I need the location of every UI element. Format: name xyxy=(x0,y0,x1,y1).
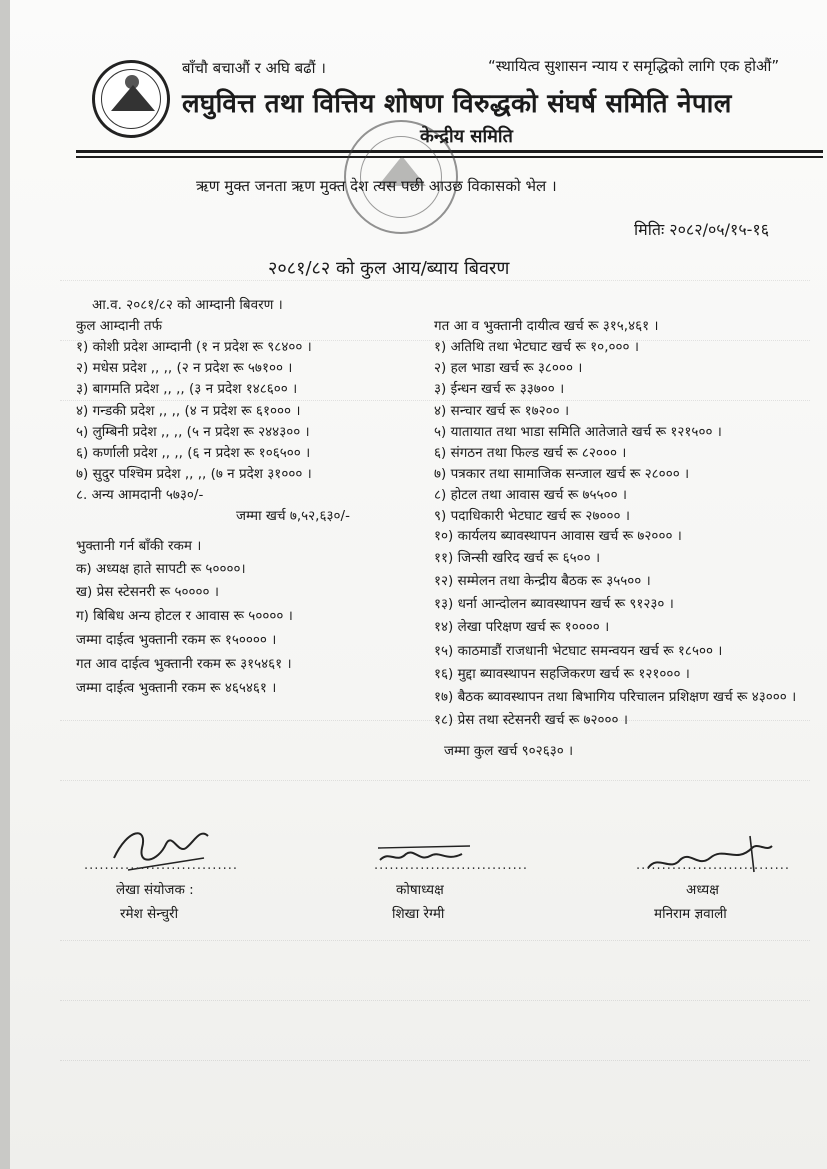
expense-total: जम्मा कुल खर्च ९०२६३० । xyxy=(444,743,574,759)
bleed-through xyxy=(60,280,810,291)
expense-item: ९) पदाधिकारी भेटघाट खर्च रू २७००० । xyxy=(434,508,630,524)
income-subtitle: कुल आम्दानी तर्फ xyxy=(76,318,163,334)
organization-title: लघुवित्त तथा वित्तिय शोषण विरुद्धको संघर्ष समिति नेपाल xyxy=(182,89,732,119)
bleed-through xyxy=(60,1000,810,1011)
slogan-left: बाँचौ बचाऔं र अघि बढौं । xyxy=(182,59,326,77)
income-item: ६) कर्णाली प्रदेश ,, ,, (६ न प्रदेश रू १०६५०० । xyxy=(76,445,311,461)
expense-item: १६) मुद्दा ब्यावस्थापन सहजिकरण खर्च रू १२१००० । xyxy=(434,666,690,682)
payable-title: भुक्तानी गर्न बाँकी रकम । xyxy=(76,538,202,554)
signatory-role: लेखा संयोजक : xyxy=(116,882,194,898)
expense-title: गत आ व भुक्तानी दायीत्व खर्च रू ३१५,४६१ । xyxy=(434,318,659,334)
signature-line: .............................. xyxy=(84,858,238,873)
expense-item: ४) सन्चार खर्च रू १७२०० । xyxy=(434,403,570,419)
income-item: ७) सुदुर पश्चिम प्रदेश ,, ,, (७ न प्रदेश ३१००० । xyxy=(76,466,312,482)
signature-president xyxy=(640,832,780,882)
payable-item: ग) बिबिध अन्य होटल र आवास रू ५०००० । xyxy=(76,608,293,624)
income-item: ५) लुम्बिनी प्रदेश ,, ,, (५ न प्रदेश रू २४४३०० । xyxy=(76,424,310,440)
slogan-right: “स्थायित्व सुशासन न्याय र समृद्धिको लागि एक होऔं” xyxy=(488,57,780,75)
expense-item: १३) धर्ना आन्दोलन ब्यावस्थापन खर्च रू ९१२३० । xyxy=(434,596,674,612)
expense-item: १८) प्रेस तथा स्टेसनरी खर्च रू ७२००० । xyxy=(434,712,628,728)
document-date: मितिः २०८२/०५/१५-१६ xyxy=(634,220,770,239)
signatory-role: कोषाध्यक्ष xyxy=(396,882,444,898)
expense-item: ५) यातायात तथा भाडा समिति आतेजाते खर्च रू १२१५०० । xyxy=(434,424,722,440)
expense-item: ११) जिन्सी खरिद खर्च रू ६५०० । xyxy=(434,550,601,566)
organization-subtitle: केन्द्रीय समिति xyxy=(420,126,513,147)
bleed-through xyxy=(60,780,810,791)
expense-item: ८) होटल तथा आवास खर्च रू ७५५०० । xyxy=(434,487,628,503)
bleed-through xyxy=(60,940,810,951)
income-item: २) मधेस प्रदेश ,, ,, (२ न प्रदेश रू ५७१०० । xyxy=(76,360,293,376)
signatory-name: रमेश सेन्चुरी xyxy=(120,906,179,922)
income-item: ८. अन्य आमदानी ५७३०/- xyxy=(76,487,204,503)
payable-item: जम्मा दाईत्व भुक्तानी रकम रू १५०००० । xyxy=(76,632,277,648)
organization-logo xyxy=(92,60,170,138)
expense-item: १४) लेखा परिक्षण खर्च रू १०००० । xyxy=(434,619,610,635)
expense-item: ३) ईन्धन खर्च रू ३३७०० । xyxy=(434,381,565,397)
expense-item: १) अतिथि तथा भेटघाट खर्च रू १०,००० । xyxy=(434,339,639,355)
expense-item: १७) बैठक ब्यावस्थापन तथा बिभागिय परिचालन प्रशिक्षण खर्च रू ४३००० । xyxy=(434,689,797,705)
logo-mountain-icon xyxy=(111,85,155,111)
document-heading: २०८१/८२ को कुल आय/ब्याय बिवरण xyxy=(268,258,510,279)
payable-item: ख) प्रेस स्टेसनरी रू ५०००० । xyxy=(76,584,219,600)
bleed-through xyxy=(60,1060,810,1071)
income-item: ४) गन्डकी प्रदेश ,, ,, (४ न प्रदेश रू ६१००० । xyxy=(76,403,301,419)
payable-item: गत आव दाईत्व भुक्तानी रकम रू ३१५४६१ । xyxy=(76,656,292,672)
expense-item: ७) पत्रकार तथा सामाजिक सन्जाल खर्च रू २८००० । xyxy=(434,466,690,482)
signatory-name: शिखा रेग्मी xyxy=(392,906,445,922)
expense-item: १५) काठमाडौं राजधानी भेटघाट समन्वयन खर्च रू १८५०० । xyxy=(434,643,723,659)
signature-line: .............................. xyxy=(636,858,790,873)
expense-item: १२) सम्मेलन तथा केन्द्रीय बैठक रू ३५५०० । xyxy=(434,573,651,589)
signatory-role: अध्यक्ष xyxy=(686,882,719,898)
income-item: १) कोशी प्रदेश आम्दानी (१ न प्रदेश रू ९८४०० । xyxy=(76,339,312,355)
income-total: जम्मा खर्च ७,५२,६३०/- xyxy=(236,508,350,524)
expense-item: १०) कार्यलय ब्यावस्थापन आवास खर्च रू ७२००० । xyxy=(434,528,682,544)
payable-item: क) अध्यक्ष हाते सापटी रू ५००००। xyxy=(76,561,246,577)
expense-item: ६) संगठन तथा फिल्ड खर्च रू ८२००० । xyxy=(434,445,627,461)
payable-item: जम्मा दाईत्व भुक्तानी रकम रू ४६५४६१ । xyxy=(76,680,277,696)
income-title: आ.व. २०८१/८२ को आम्दानी बिवरण । xyxy=(92,297,283,313)
page-left-edge xyxy=(0,0,10,1169)
income-item: ३) बागमति प्रदेश ,, ,, (३ न प्रदेश १४८६०० । xyxy=(76,381,298,397)
signature-line: .............................. xyxy=(374,858,528,873)
signatory-name: मनिराम ज्ञवाली xyxy=(654,906,727,922)
tagline: ऋण मुक्त जनता ऋण मुक्त देश त्यस पछी आउछ विकासको भेल । xyxy=(196,177,557,195)
expense-item: २) हल भाडा खर्च रू ३८००० । xyxy=(434,360,583,376)
